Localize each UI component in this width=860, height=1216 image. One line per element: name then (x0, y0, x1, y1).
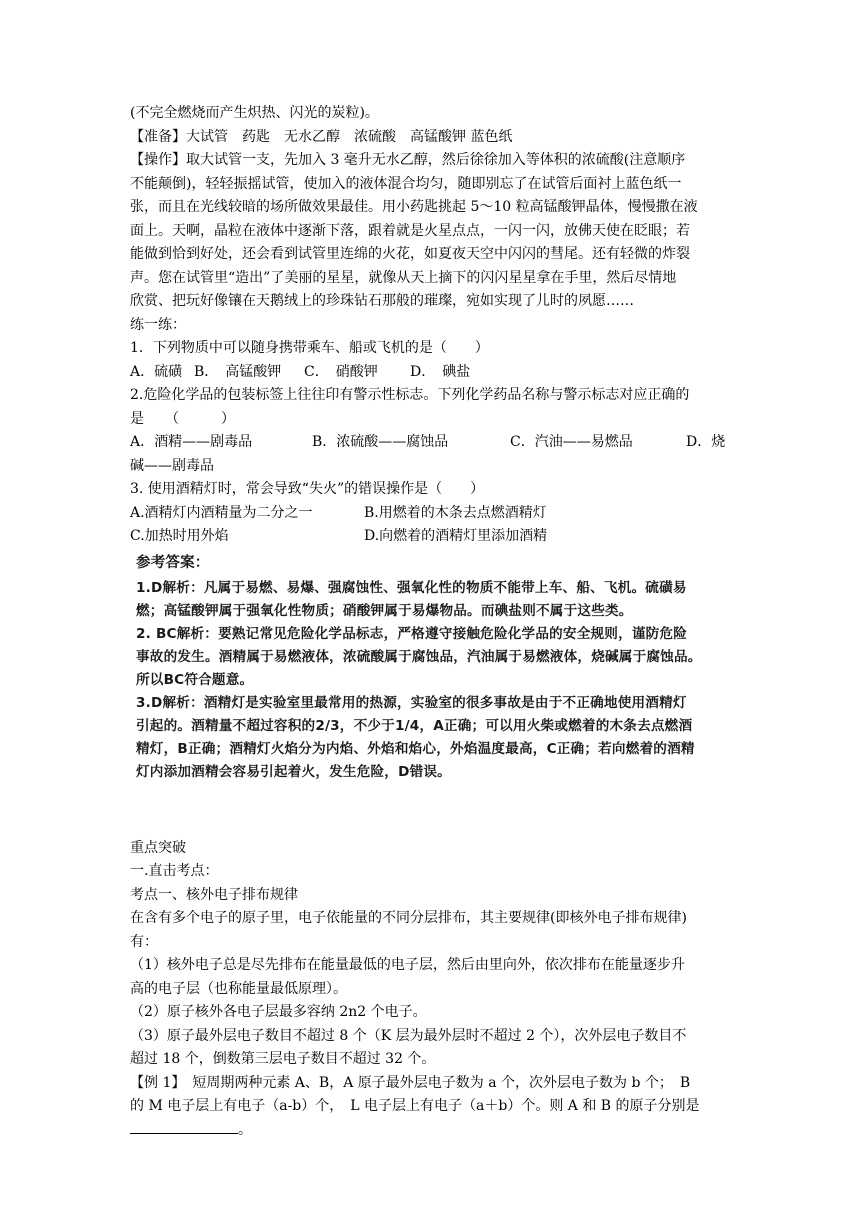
answer-line: 事故的发生。酒精属于易燃液体，浓硫酸属于腐蚀品，汽油属于易燃液体，烧碱属于腐蚀品。 (136, 648, 702, 665)
answer-line: 1.D解析：凡属于易燃、易爆、强腐蚀性、强氧化性的物质不能带上车、船、飞机。硫磺易 (136, 579, 687, 596)
option-b: B． 高锰酸钾 (194, 363, 282, 380)
spacer (130, 784, 742, 837)
question-1-options (130, 361, 742, 385)
period: 。 (238, 1121, 252, 1138)
operation-line: 面上。天啊，晶粒在液体中逐渐下落，跟着就是火星点点，一闪一闪，放佛天使在眨眼；若 (130, 222, 690, 239)
body-line: 在含有多个电子的原子里，电子依能量的不同分层排布，其主要规律(即核外电子排布规律) (130, 910, 687, 926)
operation-line: 能做到恰到好处，还会看到试管里连绵的火花，如夏夜天空中闪闪的彗尾。还有轻微的炸裂 (130, 246, 690, 262)
answer-line: 灯内添加酒精会容易引起着火，发生危险，D错误。 (136, 763, 451, 780)
answer-line: 所以BC符合题意。 (136, 671, 254, 688)
prep-line: 【准备】大试管 药匙 无水乙醇 浓硫酸 高锰酸钾 蓝色纸 (130, 128, 513, 145)
answer-line: 2. BC解析：要熟记常见危险化学品标志，严格遵守接触危险化学品的安全规则，谨防危险 (136, 625, 688, 642)
answer-line: 引起的。酒精量不超过容积的2/3，不少于1/4，A正确；可以用火柴或燃着的木条去点燃酒 (136, 717, 693, 734)
body-line: （1）核外电子总是尽先排布在能量最低的电子层，然后由里向外，依次排布在能量逐步升 (130, 957, 685, 973)
document-page (130, 102, 742, 1142)
option-d: D． 碘盐 (410, 363, 471, 380)
option-d: D．烧 (686, 434, 726, 450)
operation-line: 不能颠倒)，轻轻振摇试管，使加入的液体混合均匀，随即别忘了在试管后面衬上蓝色纸一 (130, 175, 682, 192)
operation-line: 声。您在试管里“造出”了美丽的星星，就像从天上摘下的闪闪星星拿在手里，然后尽情地 (130, 269, 677, 286)
answer-key-image (136, 551, 744, 784)
body-line: （3）原子最外层电子数目不超过 8 个（K 层为最外层时不超过 2 个），次外层电子数目不 (130, 1027, 687, 1044)
answer-blank-line (130, 1119, 742, 1143)
key-point-title: 考点一、核外电子排布规律 (130, 886, 298, 903)
practice-heading: 练一练： (130, 316, 186, 333)
body-line: 超过 18 个，倒数第三层电子数目不超过 32 个。 (130, 1051, 436, 1067)
option-b: B.用燃着的木条去点燃酒精灯 (364, 504, 547, 521)
option-a: A.酒精灯内酒精量为二分之一 (130, 504, 313, 521)
answer-line: 3.D解析：酒精灯是实验室里最常用的热源，实验室的很多事故是由于不正确地使用酒精灯 (136, 694, 687, 711)
answer-blank[interactable] (130, 1119, 238, 1134)
option-c: C．汽油——易燃品 (510, 434, 633, 450)
question-2-stem: 2.危险化学品的包装标签上往往印有警示性标志。下列化学药品名称与警示标志对应正确的 (130, 387, 690, 403)
intro-line: (不完全燃烧而产生炽热、闪光的炭粒)。 (130, 105, 379, 121)
answer-line: 燃；高锰酸钾属于强氧化性物质；硝酸钾属于易爆物品。而碘盐则不属于这些类。 (136, 602, 633, 619)
question-3-stem: 3. 使用酒精灯时，常会导致“失火”的错误操作是（ ） (130, 481, 485, 497)
question-2-options (130, 431, 742, 455)
option-c: C． 硝酸钾 (304, 363, 378, 380)
option-d: D.向燃着的酒精灯里添加酒精 (364, 528, 548, 544)
option-a: A．酒精——剧毒品 (130, 434, 253, 450)
section-heading: 重点突破 (130, 839, 186, 856)
question-1-stem: 1．下列物质中可以随身携带乘车、船或飞机的是（ ） (130, 340, 489, 356)
operation-line: 张，而且在光线较暗的场所做效果最佳。用小药匙挑起 5～10 粒高锰酸钾晶体，慢慢撒在液 (130, 199, 698, 215)
body-line: （2）原子核外各电子层最多容纳 2n2 个电子。 (130, 1004, 427, 1020)
option-d-continued: 碱——剧毒品 (130, 457, 214, 474)
answer-title: 参考答案： (136, 554, 210, 571)
example-line: 【例 1】 短周期两种元素 A、B，A 原子最外层电子数为 a 个，次外层电子数为 b 个； B (130, 1074, 691, 1091)
example-line: 的 M 电子层上有电子（a-b）个， L 电子层上有电子（a＋b）个。则 A 和 B 的原子分别是 (130, 1098, 700, 1114)
option-c: C.加热时用外焰 (130, 528, 229, 544)
operation-line: 【操作】取大试管一支，先加入 3 毫升无水乙醇，然后徐徐加入等体积的浓硫酸(注意顺序 (130, 152, 686, 168)
answer-line: 精灯，B正确；酒精灯火焰分为内焰、外焰和焰心，外焰温度最高，C正确；若向燃着的酒精 (136, 740, 695, 757)
question-3-options (130, 525, 742, 549)
body-line: 高的电子层（也称能量最低原理）。 (130, 980, 347, 997)
body-line: 有： (130, 933, 158, 950)
option-b: B．浓硫酸——腐蚀品 (312, 434, 449, 450)
question-2-stem: 是 （ ） (130, 410, 235, 427)
subsection-heading: 一.直击考点： (130, 863, 219, 879)
operation-line: 欣赏、把玩好像镶在天鹅绒上的珍珠钻石那般的璀璨，宛如实现了儿时的夙愿…… (130, 293, 634, 309)
question-3-options (130, 502, 742, 526)
option-a: A．硫磺 (130, 363, 183, 380)
